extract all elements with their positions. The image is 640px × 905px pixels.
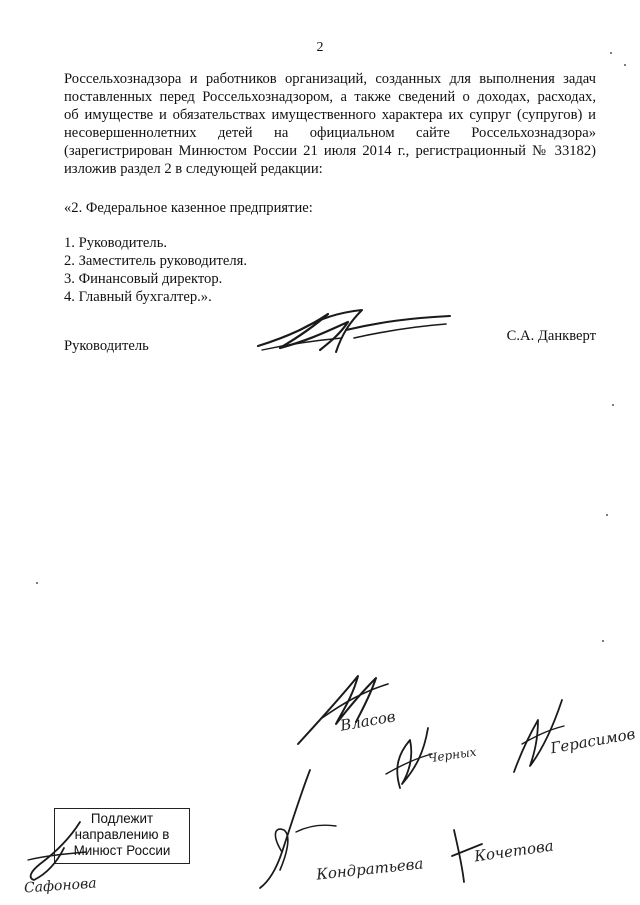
handwritten-name: Сафонова <box>23 875 98 897</box>
body-line: (зарегистрирован Минюстом России 21 июля 2014 г., регистрационный № 33182) <box>64 143 596 159</box>
stamp-line: Подлежит <box>90 811 154 826</box>
list-item: 2. Заместитель руководителя. <box>64 253 248 269</box>
scan-speck <box>36 582 38 584</box>
signatory-name: С.А. Данкверт <box>506 328 596 344</box>
body-line: поставленных перед Россельхознадзором, а также сведений о доходах, расходах, <box>64 89 596 105</box>
handwritten-name: Власов <box>338 707 397 735</box>
scan-speck <box>624 64 626 66</box>
scan-speck <box>602 640 604 642</box>
list-item: 1. Руководитель. <box>64 235 167 251</box>
positions-list <box>64 234 247 306</box>
body-line: изложив раздел 2 в следующей редакции: <box>64 161 323 177</box>
body-line: об имуществе и обязательствах имущественного характера их супруг (супругов) и <box>64 107 596 123</box>
list-item: 3. Финансовый директор. <box>64 271 223 287</box>
signatory-role: Руководитель <box>64 338 149 354</box>
list-item: 4. Главный бухгалтер.». <box>64 289 212 305</box>
page-number: 2 <box>316 40 324 55</box>
stamp-line: Минюст России <box>73 843 171 858</box>
body-paragraph <box>64 70 596 178</box>
signature-3 <box>508 694 568 776</box>
scan-speck <box>612 404 614 406</box>
body-line: несовершеннолетних детей на официальном сайте Россельхознадзора» <box>64 125 596 141</box>
main-signature <box>250 300 460 360</box>
handwritten-name: Герасимов <box>549 724 637 758</box>
scan-speck <box>610 52 612 54</box>
handwritten-name: Кочетова <box>473 836 555 866</box>
body-line: Россельхознадзора и работников организаций, созданных для выполнения задач <box>64 71 596 87</box>
handwritten-name: Черных <box>427 744 478 766</box>
section-title: «2. Федеральное казенное предприятие: <box>64 200 313 216</box>
scan-speck <box>606 514 608 516</box>
handwritten-name: Кондратьева <box>315 854 425 884</box>
stamp-line: направлению в <box>74 827 170 842</box>
